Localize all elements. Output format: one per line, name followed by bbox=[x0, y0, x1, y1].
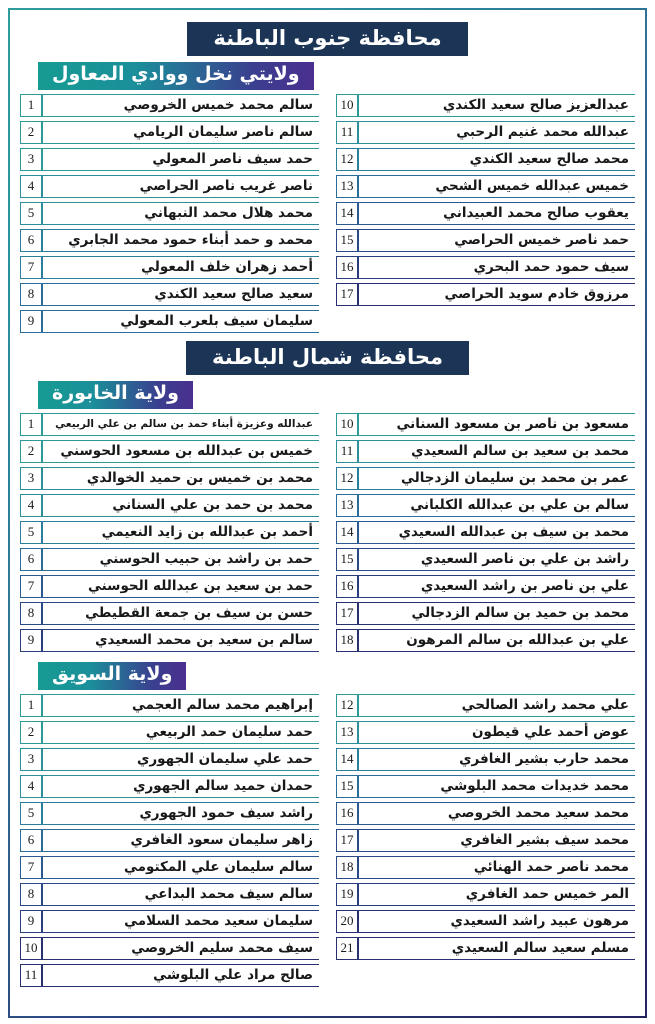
governorate-header-south-batinah bbox=[20, 22, 635, 56]
list-item[interactable] bbox=[336, 229, 635, 252]
list-item[interactable] bbox=[20, 748, 319, 771]
candidate-number: 17 bbox=[336, 283, 358, 306]
left-column bbox=[336, 94, 635, 310]
candidate-name: عبدالعزيز صالح سعيد الكندي bbox=[358, 94, 635, 117]
candidate-name: محمد بن خميس بن حميد الخوالدي bbox=[42, 467, 319, 490]
candidate-number: 13 bbox=[336, 494, 358, 517]
candidate-name: سالم بن سعيد بن محمد السعيدي bbox=[42, 629, 319, 652]
candidate-name: مسلم سعيد سالم السعيدي bbox=[358, 937, 635, 960]
candidate-number: 1 bbox=[20, 413, 42, 436]
list-item[interactable] bbox=[336, 521, 635, 544]
list-item[interactable] bbox=[336, 413, 635, 436]
candidate-number: 11 bbox=[336, 440, 358, 463]
candidate-number: 15 bbox=[336, 775, 358, 798]
candidate-number: 14 bbox=[336, 202, 358, 225]
candidate-name: سالم سليمان علي المكتومي bbox=[42, 856, 319, 879]
candidate-number: 1 bbox=[20, 94, 42, 117]
document-content bbox=[14, 14, 641, 1012]
list-item[interactable] bbox=[336, 748, 635, 771]
candidate-number: 11 bbox=[336, 121, 358, 144]
list-item[interactable] bbox=[20, 148, 319, 171]
candidate-number: 19 bbox=[336, 883, 358, 906]
candidate-name: محمد سيف بشير الغافري bbox=[358, 829, 635, 852]
candidate-number: 16 bbox=[336, 256, 358, 279]
candidate-columns bbox=[20, 94, 635, 337]
candidate-number: 17 bbox=[336, 602, 358, 625]
candidate-number: 13 bbox=[336, 721, 358, 744]
candidate-name: مرزوق خادم سويد الحراصي bbox=[358, 283, 635, 306]
list-item[interactable] bbox=[20, 964, 319, 987]
list-item[interactable] bbox=[20, 175, 319, 198]
candidate-name: أحمد زهران خلف المعولي bbox=[42, 256, 319, 279]
list-item[interactable] bbox=[336, 548, 635, 571]
candidate-number: 14 bbox=[336, 521, 358, 544]
list-item[interactable] bbox=[336, 148, 635, 171]
candidate-number: 9 bbox=[20, 910, 42, 933]
list-item[interactable] bbox=[20, 910, 319, 933]
candidate-name: أحمد بن عبدالله بن زايد النعيمي bbox=[42, 521, 319, 544]
candidate-number: 5 bbox=[20, 202, 42, 225]
right-column bbox=[20, 413, 319, 656]
candidate-number: 12 bbox=[336, 467, 358, 490]
list-item[interactable] bbox=[336, 910, 635, 933]
candidate-name: يعقوب صالح محمد العبيداني bbox=[358, 202, 635, 225]
list-item[interactable] bbox=[336, 256, 635, 279]
candidate-number: 10 bbox=[20, 937, 42, 960]
section-north-batinah bbox=[20, 341, 635, 656]
candidate-name: خميس بن عبدالله بن مسعود الحوسني bbox=[42, 440, 319, 463]
list-item[interactable] bbox=[20, 121, 319, 144]
list-item[interactable] bbox=[20, 440, 319, 463]
candidate-name: محمد و حمد أبناء حمود محمد الجابري bbox=[42, 229, 319, 252]
section-suwaiq bbox=[20, 662, 635, 991]
candidate-name: راشد سيف حمود الجهوري bbox=[42, 802, 319, 825]
candidate-name: محمد بن حمد بن علي السناني bbox=[42, 494, 319, 517]
list-item[interactable] bbox=[336, 440, 635, 463]
candidate-name: سعيد صالح سعيد الكندي bbox=[42, 283, 319, 306]
candidate-name: محمد بن سيف بن عبدالله السعيدي bbox=[358, 521, 635, 544]
list-item[interactable] bbox=[20, 856, 319, 879]
candidate-number: 18 bbox=[336, 856, 358, 879]
candidate-number: 9 bbox=[20, 629, 42, 652]
list-item[interactable] bbox=[336, 721, 635, 744]
list-item[interactable] bbox=[20, 829, 319, 852]
candidate-name: سالم ناصر سليمان الريامي bbox=[42, 121, 319, 144]
list-item[interactable] bbox=[20, 721, 319, 744]
candidate-name: محمد صالح سعيد الكندي bbox=[358, 148, 635, 171]
list-item[interactable] bbox=[20, 521, 319, 544]
candidate-name: راشد بن علي بن ناصر السعيدي bbox=[358, 548, 635, 571]
wilaya-header-suwaiq bbox=[20, 662, 635, 690]
candidate-number: 2 bbox=[20, 721, 42, 744]
candidate-name: علي محمد راشد الصالحي bbox=[358, 694, 635, 717]
candidate-number: 8 bbox=[20, 883, 42, 906]
list-item[interactable] bbox=[336, 883, 635, 906]
list-item[interactable] bbox=[20, 202, 319, 225]
candidate-name: محمد بن حميد بن سالم الزدجالي bbox=[358, 602, 635, 625]
list-item[interactable] bbox=[20, 548, 319, 571]
list-item[interactable] bbox=[20, 310, 319, 333]
wilaya-header-nakhal-wadi-almawil bbox=[20, 62, 635, 90]
candidate-number: 7 bbox=[20, 256, 42, 279]
candidate-number: 8 bbox=[20, 602, 42, 625]
candidate-name: حمد بن راشد بن حبيب الحوسني bbox=[42, 548, 319, 571]
candidate-name: حمد سليمان حمد الربيعي bbox=[42, 721, 319, 744]
candidate-number: 4 bbox=[20, 775, 42, 798]
list-item[interactable] bbox=[20, 629, 319, 652]
candidate-number: 20 bbox=[336, 910, 358, 933]
list-item[interactable] bbox=[336, 94, 635, 117]
wilaya-header-khaburah bbox=[20, 381, 635, 409]
governorate-title: محافظة شمال الباطنة bbox=[186, 341, 469, 375]
candidate-number: 10 bbox=[336, 94, 358, 117]
candidate-number: 11 bbox=[20, 964, 42, 987]
candidate-number: 5 bbox=[20, 802, 42, 825]
list-item[interactable] bbox=[20, 413, 319, 436]
candidate-number: 9 bbox=[20, 310, 42, 333]
wilaya-title: ولاية السويق bbox=[38, 662, 186, 690]
candidate-name: المر خميس حمد الغافري bbox=[358, 883, 635, 906]
candidate-name: سليمان سعيد محمد السلامي bbox=[42, 910, 319, 933]
candidate-number: 7 bbox=[20, 856, 42, 879]
candidate-number: 21 bbox=[336, 937, 358, 960]
candidate-name: علي بن عبدالله بن سالم المرهون bbox=[358, 629, 635, 652]
list-item[interactable] bbox=[336, 602, 635, 625]
candidate-name: حمد بن سعيد بن عبدالله الحوسني bbox=[42, 575, 319, 598]
candidate-name: محمد بن سعيد بن سالم السعيدي bbox=[358, 440, 635, 463]
list-item[interactable] bbox=[336, 202, 635, 225]
candidate-number: 3 bbox=[20, 148, 42, 171]
candidate-name: محمد هلال محمد النبهاني bbox=[42, 202, 319, 225]
candidate-name: زاهر سليمان سعود الغافري bbox=[42, 829, 319, 852]
section-south-batinah bbox=[20, 22, 635, 337]
candidate-number: 16 bbox=[336, 802, 358, 825]
candidate-name: سيف حمود حمد البحري bbox=[358, 256, 635, 279]
candidate-number: 3 bbox=[20, 467, 42, 490]
right-column bbox=[20, 94, 319, 337]
list-item[interactable] bbox=[20, 575, 319, 598]
candidate-number: 8 bbox=[20, 283, 42, 306]
candidate-number: 2 bbox=[20, 440, 42, 463]
candidate-number: 6 bbox=[20, 829, 42, 852]
candidate-name: عبدالله وعزيزة أبناء حمد بن سالم بن علي الربيعي bbox=[42, 413, 319, 436]
candidate-number: 7 bbox=[20, 575, 42, 598]
list-item[interactable] bbox=[336, 283, 635, 306]
candidate-columns bbox=[20, 413, 635, 656]
candidate-name: سالم محمد خميس الخروصي bbox=[42, 94, 319, 117]
list-item[interactable] bbox=[336, 494, 635, 517]
candidate-number: 4 bbox=[20, 175, 42, 198]
candidate-name: إبراهيم محمد سالم العجمي bbox=[42, 694, 319, 717]
candidate-columns bbox=[20, 694, 635, 991]
candidate-number: 6 bbox=[20, 229, 42, 252]
candidate-number: 12 bbox=[336, 148, 358, 171]
list-item[interactable] bbox=[336, 937, 635, 960]
candidate-number: 1 bbox=[20, 694, 42, 717]
candidate-number: 10 bbox=[336, 413, 358, 436]
candidate-name: محمد خديدات محمد البلوشي bbox=[358, 775, 635, 798]
candidate-name: ناصر غريب ناصر الحراصي bbox=[42, 175, 319, 198]
wilaya-title: ولاية الخابورة bbox=[38, 381, 193, 409]
list-item[interactable] bbox=[336, 121, 635, 144]
list-item[interactable] bbox=[20, 602, 319, 625]
candidate-name: سالم سيف محمد البداعي bbox=[42, 883, 319, 906]
right-column bbox=[20, 694, 319, 991]
candidate-name: سليمان سيف بلعرب المعولي bbox=[42, 310, 319, 333]
list-item[interactable] bbox=[20, 775, 319, 798]
list-item[interactable] bbox=[20, 94, 319, 117]
candidate-name: حمد سيف ناصر المعولي bbox=[42, 148, 319, 171]
candidate-number: 16 bbox=[336, 575, 358, 598]
list-item[interactable] bbox=[336, 829, 635, 852]
candidate-number: 2 bbox=[20, 121, 42, 144]
candidate-name: حمدان حميد سالم الجهوري bbox=[42, 775, 319, 798]
candidate-number: 15 bbox=[336, 229, 358, 252]
candidate-name: عبدالله محمد غنيم الرحبي bbox=[358, 121, 635, 144]
left-column bbox=[336, 413, 635, 656]
list-item[interactable] bbox=[20, 467, 319, 490]
list-item[interactable] bbox=[20, 256, 319, 279]
candidate-name: عوض أحمد علي قيطون bbox=[358, 721, 635, 744]
candidate-name: حمد ناصر خميس الحراصي bbox=[358, 229, 635, 252]
candidate-name: علي بن ناصر بن راشد السعيدي bbox=[358, 575, 635, 598]
list-item[interactable] bbox=[20, 802, 319, 825]
governorate-title: محافظة جنوب الباطنة bbox=[187, 22, 467, 56]
candidate-number: 4 bbox=[20, 494, 42, 517]
candidate-name: خميس عبدالله خميس الشحي bbox=[358, 175, 635, 198]
candidate-number: 12 bbox=[336, 694, 358, 717]
wilaya-title: ولايتي نخل ووادي المعاول bbox=[38, 62, 314, 90]
candidate-name: مسعود بن ناصر بن مسعود السناني bbox=[358, 413, 635, 436]
candidate-number: 14 bbox=[336, 748, 358, 771]
candidate-name: حسن بن سيف بن جمعة القطيطي bbox=[42, 602, 319, 625]
list-item[interactable] bbox=[336, 467, 635, 490]
candidate-name: محمد سعيد محمد الخروصي bbox=[358, 802, 635, 825]
list-item[interactable] bbox=[20, 283, 319, 306]
list-item[interactable] bbox=[20, 883, 319, 906]
list-item[interactable] bbox=[336, 775, 635, 798]
list-item[interactable] bbox=[336, 802, 635, 825]
list-item[interactable] bbox=[336, 175, 635, 198]
candidate-name: سالم بن علي بن عبدالله الكلباني bbox=[358, 494, 635, 517]
candidate-name: حمد علي سليمان الجهوري bbox=[42, 748, 319, 771]
candidate-name: صالح مراد علي البلوشي bbox=[42, 964, 319, 987]
candidate-number: 15 bbox=[336, 548, 358, 571]
candidate-number: 18 bbox=[336, 629, 358, 652]
governorate-header-north-batinah bbox=[20, 341, 635, 375]
candidate-number: 17 bbox=[336, 829, 358, 852]
list-item[interactable] bbox=[20, 937, 319, 960]
candidate-number: 3 bbox=[20, 748, 42, 771]
list-item[interactable] bbox=[336, 856, 635, 879]
list-item[interactable] bbox=[20, 229, 319, 252]
list-item[interactable] bbox=[336, 575, 635, 598]
candidate-name: محمد حارب بشير الغافري bbox=[358, 748, 635, 771]
candidate-number: 5 bbox=[20, 521, 42, 544]
candidate-name: مرهون عبيد راشد السعيدي bbox=[358, 910, 635, 933]
candidate-number: 6 bbox=[20, 548, 42, 571]
candidate-number: 13 bbox=[336, 175, 358, 198]
candidate-name: محمد ناصر حمد الهنائي bbox=[358, 856, 635, 879]
list-item[interactable] bbox=[336, 629, 635, 652]
list-item[interactable] bbox=[20, 694, 319, 717]
list-item[interactable] bbox=[336, 694, 635, 717]
list-item[interactable] bbox=[20, 494, 319, 517]
left-column bbox=[336, 694, 635, 964]
candidate-name: سيف محمد سليم الخروصي bbox=[42, 937, 319, 960]
candidate-name: عمر بن محمد بن سليمان الزدجالي bbox=[358, 467, 635, 490]
